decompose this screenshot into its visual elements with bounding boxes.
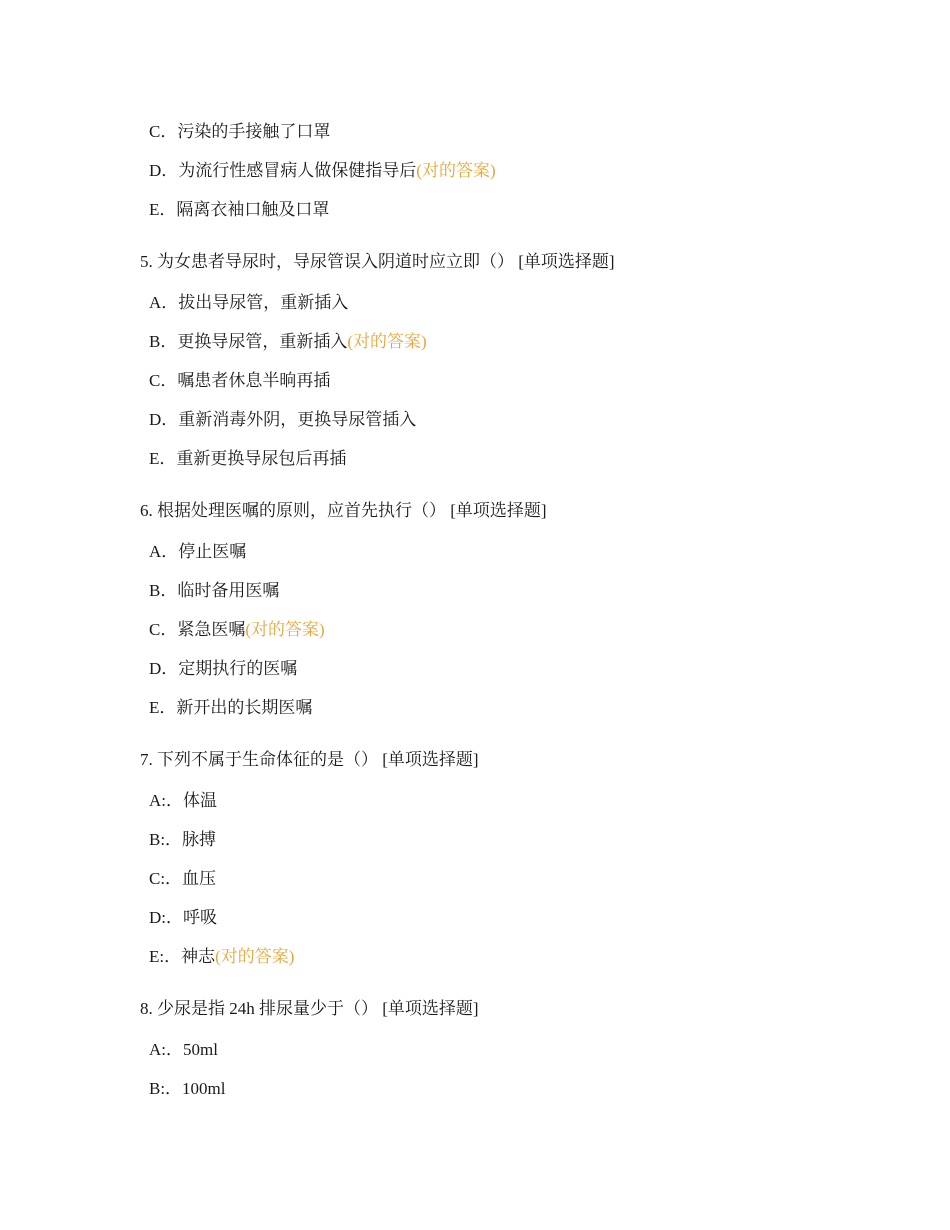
option-text: A．停止医嘱 (149, 542, 247, 561)
option-d (149, 907, 217, 929)
option-c (149, 370, 330, 392)
option-text: B:．100ml (149, 1079, 226, 1098)
option-e (149, 697, 312, 719)
option-a (149, 1039, 218, 1061)
option-c (149, 619, 325, 641)
option-text: E．重新更换导尿包后再插 (149, 449, 347, 468)
option-b (149, 1078, 226, 1100)
option-text: B．临时备用医嘱 (149, 581, 280, 600)
option-text: A:．50ml (149, 1040, 218, 1059)
option-text: C:．血压 (149, 869, 217, 888)
option-e (149, 946, 294, 968)
option-a (149, 292, 348, 314)
option-b (149, 331, 427, 353)
option-text: E．新开出的长期医嘱 (149, 698, 313, 717)
option-text: A．拔出导尿管，重新插入 (149, 293, 349, 312)
question-stem: 7. 下列不属于生命体征的是（） [单项选择题] (140, 750, 479, 769)
option-text: D:．呼吸 (149, 908, 217, 927)
option-d (149, 160, 496, 182)
question-stem: 5. 为女患者导尿时，导尿管误入阴道时应立即（） [单项选择题] (140, 252, 615, 271)
option-a (149, 790, 217, 812)
answer-mark: (对的答案) (416, 161, 496, 180)
answer-mark: (对的答案) (347, 332, 427, 351)
option-d (149, 658, 297, 680)
answer-mark: (对的答案) (245, 620, 325, 639)
option-b (149, 829, 216, 851)
option-d (149, 409, 416, 431)
question-stem: 8. 少尿是指 24h 排尿量少于（） [单项选择题] (140, 999, 479, 1018)
option-a (149, 541, 246, 563)
option-text: C．污染的手接触了口罩 (149, 122, 331, 141)
option-text: B．更换导尿管，重新插入 (149, 332, 348, 351)
option-e (149, 448, 346, 470)
option-text: A:．体温 (149, 791, 217, 810)
option-text: C．紧急医嘱 (149, 620, 246, 639)
option-text: E:．神志 (149, 947, 216, 966)
option-b (149, 580, 279, 602)
option-text: E．隔离衣袖口触及口罩 (149, 200, 330, 219)
option-c (149, 868, 216, 890)
option-text: D．重新消毒外阴，更换导尿管插入 (149, 410, 417, 429)
question-stem: 6. 根据处理医嘱的原则，应首先执行（） [单项选择题] (140, 501, 547, 520)
option-text: D．为流行性感冒病人做保健指导后 (149, 161, 417, 180)
option-text: B:．脉搏 (149, 830, 217, 849)
option-e (149, 199, 329, 221)
option-text: D．定期执行的医嘱 (149, 659, 298, 678)
option-c (149, 121, 330, 143)
answer-mark: (对的答案) (215, 947, 295, 966)
option-text: C．嘱患者休息半晌再插 (149, 371, 331, 390)
